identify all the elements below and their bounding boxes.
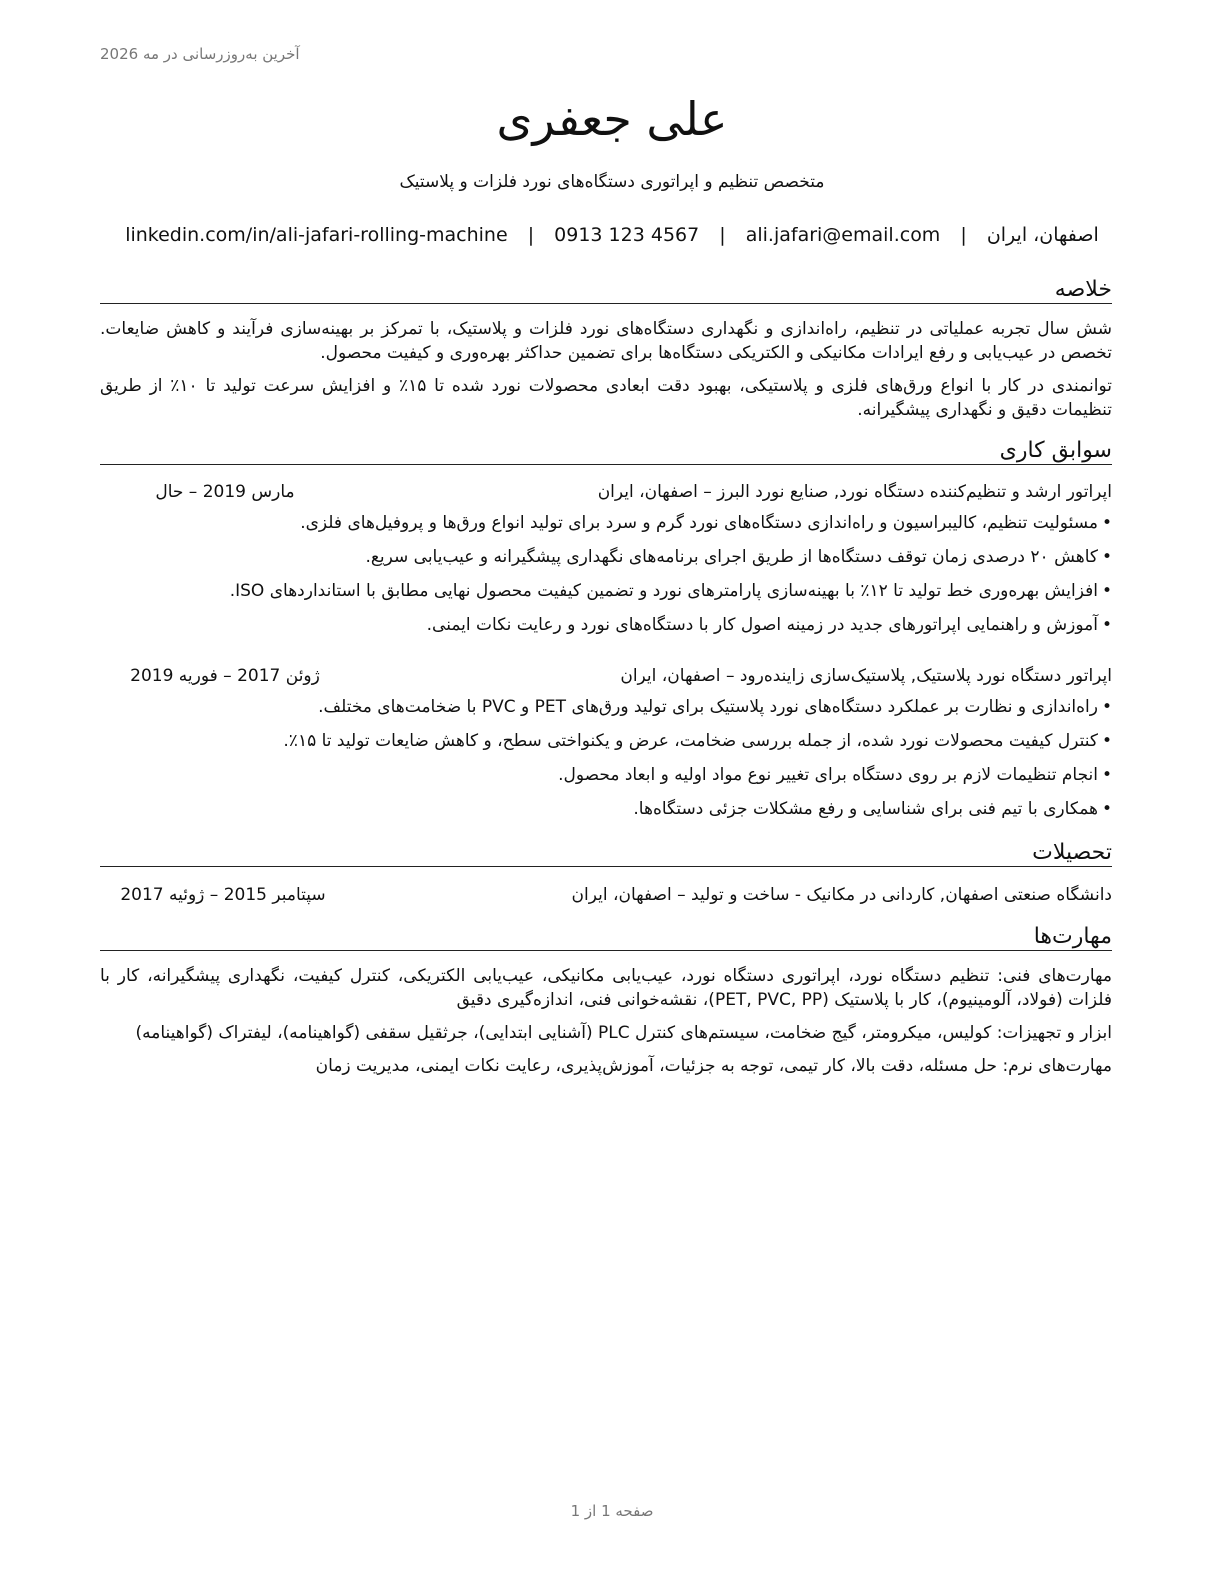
last-updated-note: آخرین به‌روزرسانی در مه 2026 (100, 45, 300, 63)
job-title: اپراتور ارشد و تنظیم‌کننده دستگاه نورد, صنایع نورد البرز – اصفهان، ایران (597, 482, 1112, 502)
job-bullet (100, 758, 1112, 792)
job-bullet-text: راه‌اندازی و نظارت بر عملکرد دستگاه‌های نورد پلاستیک برای تولید ورق‌های PET و PVC با ضخامت‌های مختلف. (318, 697, 1098, 717)
job-bullet-text: کنترل کیفیت محصولات نورد شده، از جمله بررسی ضخامت، عرض و یکنواختی سطح، و کاهش ضایعات تولید تا ۱۵٪. (283, 731, 1098, 751)
job-bullets (100, 506, 1112, 642)
candidate-headline: متخصص تنظیم و اپراتوری دستگاه‌های نورد فلزات و پلاستیک (399, 172, 825, 192)
job-bullet (100, 540, 1112, 574)
section-heading-summary: خلاصه (100, 277, 1112, 304)
job-bullet (100, 574, 1112, 608)
skills-section (100, 924, 1112, 1078)
bullet-icon: • (1101, 581, 1112, 601)
summary-paragraph: شش سال تجربه عملیاتی در تنظیم، راه‌اندازی و نگهداری دستگاه‌های نورد فلزات و پلاستیک، با تمرکز بر بهینه‌سازی فرآیند و کاهش ضایعات. تخصص در عیب‌یابی و رفع ایرادات مکانیکی و الکتریکی دستگاه‌ها برای تضمین حداکثر بهره‌وری و کیفیت محصول. (100, 319, 1112, 363)
job-bullet-text: انجام تنظیمات لازم بر روی دستگاه برای تغییر نوع مواد اولیه و ابعاد محصول. (558, 765, 1098, 785)
page-number: صفحه 1 از 1 (570, 1502, 654, 1520)
job-bullet-text: مسئولیت تنظیم، کالیبراسیون و راه‌اندازی دستگاه‌های نورد گرم و سرد برای تولید انواع ورق‌ها و پروفیل‌های فلزی. (300, 513, 1098, 533)
contact-line (0, 224, 1224, 246)
job-bullet (100, 724, 1112, 758)
job-bullet (100, 608, 1112, 642)
education-dates: سپتامبر 2015 – ژوئیه 2017 (120, 885, 326, 905)
summary-paragraph: توانمندی در کار با انواع ورق‌های فلزی و پلاستیکی، بهبود دقت ابعادی محصولات نورد شده تا ۱۵٪ و افزایش سرعت تولید تا ۱۰٪ از طریق تنظیمات دقیق و نگهداری پیشگیرانه. (100, 376, 1112, 420)
contact-linkedin-link[interactable]: linkedin.com/in/ali-jafari-rolling-machine (125, 224, 508, 246)
contact-separator: | (960, 224, 967, 246)
skills-paragraph: مهارت‌های نرم: حل مسئله، دقت بالا، کار تیمی، توجه به جزئیات، آموزش‌پذیری، رعایت نکات ایمنی، مدیریت زمان (315, 1056, 1112, 1076)
job-bullet-text: افزایش بهره‌وری خط تولید تا ۱۲٪ با بهینه‌سازی پارامترهای نورد و تضمین کیفیت محصول نهایی مطابق با استانداردهای ISO. (229, 581, 1098, 601)
section-heading-education: تحصیلات (100, 840, 1112, 867)
contact-location: اصفهان، ایران (986, 224, 1099, 246)
skills-paragraph: ابزار و تجهیزات: کولیس، میکرومتر، گیج ضخامت، سیستم‌های کنترل PLC (آشنایی ابتدایی)، جرثقیل سقفی (گواهینامه)، لیفتراک (گواهینامه) (135, 1023, 1112, 1043)
job-bullet (100, 690, 1112, 724)
resume-body (100, 277, 1112, 1087)
education-entry (100, 880, 1112, 910)
job-entry (100, 662, 1112, 826)
bullet-icon: • (1101, 513, 1112, 533)
job-bullet-text: همکاری با تیم فنی برای شناسایی و رفع مشکلات جزئی دستگاه‌ها. (633, 799, 1098, 819)
job-bullet (100, 506, 1112, 540)
bullet-icon: • (1101, 799, 1112, 819)
contact-separator: | (527, 224, 535, 246)
section-heading-experience: سوابق کاری (100, 438, 1112, 465)
education-title: دانشگاه صنعتی اصفهان, کاردانی در مکانیک - ساخت و تولید – اصفهان، ایران (571, 885, 1112, 905)
contact-email-link[interactable]: ali.jafari@email.com (745, 224, 941, 246)
summary-section (100, 277, 1112, 422)
experience-section (100, 438, 1112, 826)
contact-phone: 0913 123 4567 (554, 224, 700, 246)
job-bullet-text: کاهش ۲۰ درصدی زمان توقف دستگاه‌ها از طریق اجرای برنامه‌های نگهداری پیشگیرانه و عیب‌یابی سریع. (365, 547, 1098, 567)
bullet-icon: • (1101, 697, 1112, 717)
education-section (100, 840, 1112, 910)
bullet-icon: • (1101, 765, 1112, 785)
bullet-icon: • (1101, 547, 1112, 567)
candidate-name: علی جعفری (496, 92, 728, 146)
job-entry (100, 478, 1112, 642)
job-dates: مارس 2019 – حال (155, 482, 295, 502)
job-header (100, 662, 1112, 690)
bullet-icon: • (1101, 615, 1112, 635)
job-header (100, 478, 1112, 506)
job-bullet-text: آموزش و راهنمایی اپراتورهای جدید در زمینه اصول کار با دستگاه‌های نورد و رعایت نکات ایمنی. (426, 615, 1098, 635)
bullet-icon: • (1101, 731, 1112, 751)
section-heading-skills: مهارت‌ها (100, 924, 1112, 951)
job-title: اپراتور دستگاه نورد پلاستیک, پلاستیک‌سازی زاینده‌رود – اصفهان، ایران (620, 666, 1112, 686)
contact-separator: | (719, 224, 726, 246)
skills-paragraph: مهارت‌های فنی: تنظیم دستگاه نورد، اپراتوری دستگاه نورد، عیب‌یابی مکانیکی، عیب‌یابی الکتریکی، کنترل کیفیت، نگهداری پیشگیرانه، کار با فلزات (فولاد، آلومینیوم)، کار با پلاستیک (PET, PVC, PP)، نقشه‌خوانی فنی، اندازه‌گیری دقیق (100, 966, 1112, 1010)
job-dates: ژوئن 2017 – فوریه 2019 (130, 666, 320, 686)
job-bullets (100, 690, 1112, 826)
job-bullet (100, 792, 1112, 826)
